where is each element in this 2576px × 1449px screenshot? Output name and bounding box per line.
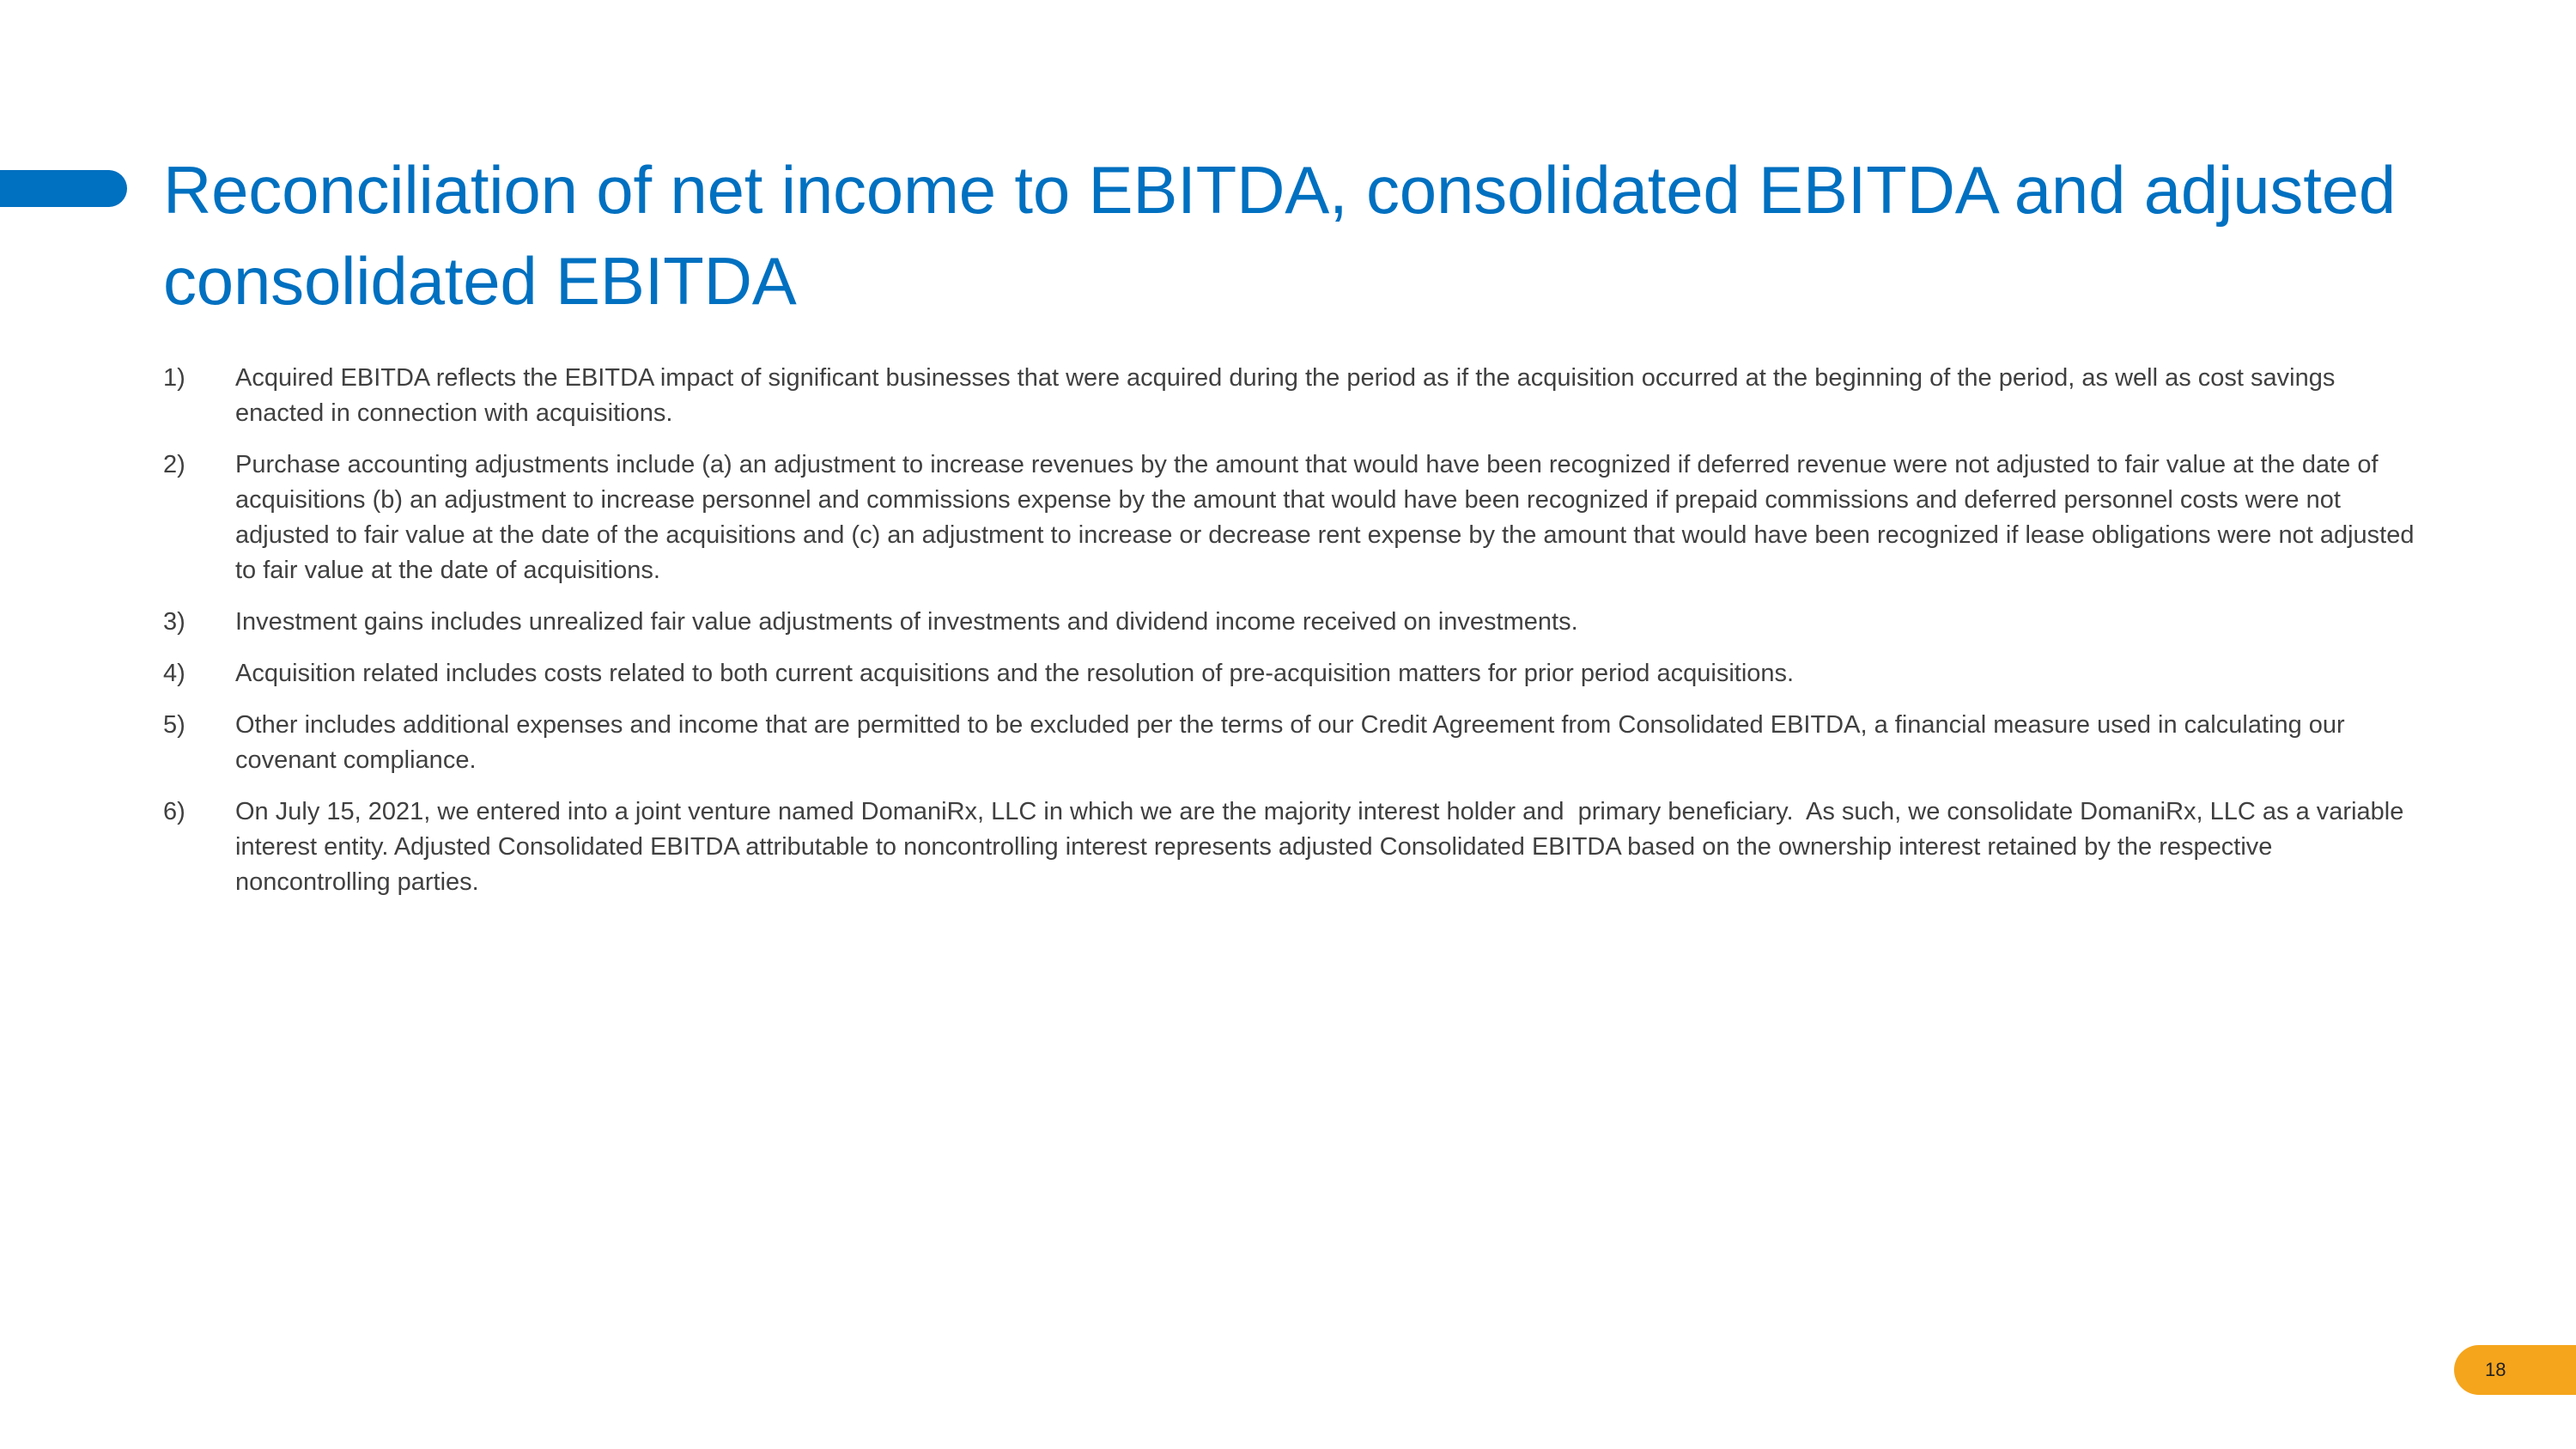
footnote-number: 4) [163, 660, 185, 687]
page-number-badge [2454, 1345, 2576, 1395]
footnotes-list [163, 361, 2430, 916]
footnote-number: 2) [163, 451, 185, 478]
footnote-5 [163, 708, 2430, 778]
footnote-text: Investment gains includes unrealized fair value adjustments of investments and dividend income received on investments. [235, 608, 1578, 636]
footnote-number: 6) [163, 798, 185, 825]
footnote-number: 1) [163, 364, 185, 392]
footnote-text: Other includes additional expenses and income that are permitted to be excluded per the terms of our Credit Agreement from Consolidated EBITDA, a financial measure used in calculating our covenant compliance. [235, 711, 2352, 774]
footnote-number: 3) [163, 608, 185, 636]
footnote-text: On July 15, 2021, we entered into a joint venture named DomaniRx, LLC in which we are the majority interest holder and primary beneficiary. As such, we consolidate DomaniRx, LLC as a variable interest entity. Adjusted Consolidated EBITDA attributable to noncontrolling interest represents adjusted Consolidated EBITDA based on the ownership interest retained by the respective noncontrolling parties. [235, 798, 2411, 896]
footnote-text: Acquired EBITDA reflects the EBITDA impact of significant businesses that were acquired during the period as if the acquisition occurred at the beginning of the period, as well as cost savings enacted in connection with acquisitions. [235, 364, 2342, 427]
footnote-6 [163, 795, 2430, 900]
footnote-text: Purchase accounting adjustments include (a) an adjustment to increase revenues by the amount that would have been recognized if deferred revenue were not adjusted to fair value at the date of acquisitions (b) an adjustment to increase personnel and commissions expense by the amount that would have been recognized if prepaid commissions and deferred personnel costs were not adjusted to fair value at the date of the acquisitions and (c) an adjustment to increase or decrease rent expense by the amount that would have been recognized if lease obligations were not adjusted to fair value at the date of acquisitions. [235, 451, 2421, 584]
footnote-3 [163, 605, 2430, 640]
title-accent-bar [0, 170, 127, 207]
page-number: 18 [2485, 1359, 2506, 1380]
footnote-1 [163, 361, 2430, 431]
slide-title: Reconciliation of net income to EBITDA, consolidated EBITDA and adjusted consolidated EBITDA [163, 152, 2397, 319]
footnote-text: Acquisition related includes costs related to both current acquisitions and the resolution of pre-acquisition matters for prior period acquisitions. [235, 660, 1795, 687]
footnote-4 [163, 656, 2430, 691]
footnote-number: 5) [163, 711, 185, 739]
footnote-2 [163, 447, 2430, 588]
